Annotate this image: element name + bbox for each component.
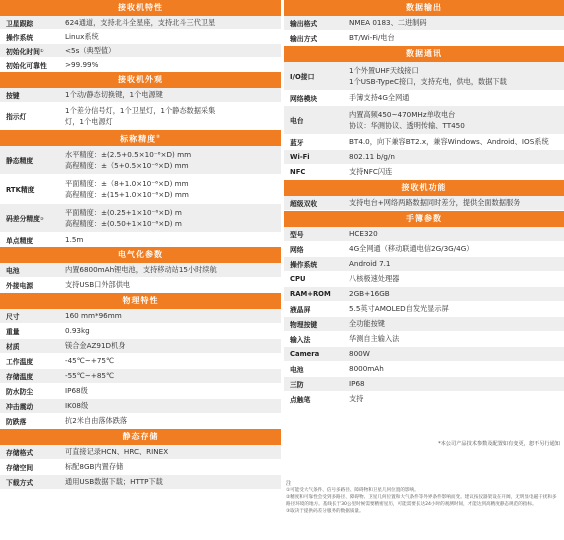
spec-value: [58, 88, 281, 102]
spec-value-line: 1个USB-TypeC接口，支持充电，供电，数据下载: [349, 77, 507, 86]
spec-value: [342, 242, 564, 256]
spec-value: [58, 58, 281, 71]
spec-row: [284, 16, 564, 31]
spec-key: 电台: [290, 117, 304, 125]
spec-row: [284, 227, 564, 242]
spec-key: 尺寸: [6, 313, 20, 321]
spec-value: [58, 460, 281, 474]
spec-value-line: 八核极速处理器: [349, 274, 400, 284]
spec-key: 下载方式: [6, 479, 34, 487]
footnote-label: 注: [286, 481, 292, 487]
spec-row: [284, 302, 564, 317]
spec-value-line: Android 7.1: [349, 259, 391, 269]
spec-value: [58, 324, 281, 338]
spec-key: 防跌落: [6, 418, 27, 426]
spec-row: [284, 362, 564, 377]
spec-key: RTK精度: [6, 186, 35, 194]
spec-row: [284, 287, 564, 302]
spec-row: [0, 414, 281, 429]
spec-row: [284, 332, 564, 347]
spec-key: I/O接口: [290, 73, 315, 81]
spec-row: [284, 377, 564, 392]
spec-value: [58, 354, 281, 368]
spec-key: Camera: [290, 350, 320, 358]
spec-value: [58, 339, 281, 353]
spec-value: [58, 103, 281, 129]
spec-value: [58, 146, 281, 174]
footnote-item: ①可能受大气条件、信号多路径、障碍物和卫星几何位置的影响。: [286, 488, 419, 493]
spec-row: [284, 135, 564, 150]
spec-value: [342, 196, 564, 210]
spec-row: [284, 106, 564, 135]
spec-value-line: 抗2米自由落体跌落: [65, 416, 128, 426]
section-header: 手簿参数: [284, 211, 564, 227]
footnote-item: ③取决于提供码差分服务的数据质量。: [286, 509, 364, 514]
spec-row: [0, 460, 281, 475]
spec-value-line: 协议：华测协议、透明传输、TT450: [349, 121, 465, 130]
spec-value-line: 灯，1个电源灯: [65, 117, 113, 126]
spec-row: [0, 58, 281, 72]
footnote-item: ②精度和可靠性会受到多路径、障碍物、卫星几何位置和大气条件等外界条件影响而变。建议按仪器架设在开阔，无明显电磁干扰和多路径环境的地方。基线长于30公里时候需要精密星历，可能需要长达24小时的观测时间，才能达到高精度静态规范的指标。: [286, 495, 557, 507]
footnote-marker: ③: [39, 215, 44, 221]
spec-value: [342, 317, 564, 331]
spec-row: [0, 445, 281, 460]
spec-value-line: Linux系统: [65, 31, 99, 41]
spec-row: [0, 44, 281, 58]
spec-row: [0, 263, 281, 278]
spec-value: [58, 445, 281, 459]
spec-value: [58, 263, 281, 277]
spec-row: [284, 196, 564, 211]
spec-key: 输出方式: [290, 35, 318, 43]
spec-value-line: 802.11 b/g/n: [349, 152, 395, 162]
spec-value-line: 800W: [349, 349, 370, 359]
spec-value: [58, 384, 281, 398]
spec-row: [0, 384, 281, 399]
section-header: 接收机功能: [284, 180, 564, 196]
spec-key: 卫星跟踪: [6, 19, 34, 28]
spec-value-line: >99.99%: [65, 59, 99, 69]
spec-key: NFC: [290, 168, 306, 176]
spec-key: 外接电源: [6, 282, 34, 290]
spec-value: [58, 16, 281, 29]
spec-row: [0, 16, 281, 30]
spec-row: [284, 347, 564, 362]
spec-key: 指示灯: [6, 113, 27, 121]
spec-key: 存储温度: [6, 373, 34, 381]
spec-value: [342, 62, 564, 90]
spec-value: [342, 165, 564, 179]
spec-key: 重量: [6, 328, 20, 336]
spec-value: [58, 233, 281, 246]
spec-value-line: HCE320: [349, 229, 378, 239]
spec-key: 存储格式: [6, 449, 34, 457]
spec-value: [342, 272, 564, 286]
section-header: 接收机特性: [0, 0, 281, 16]
disclaimer-note: *本公司产品技术参数及配置如有变更，恕不另行通知: [438, 441, 560, 447]
spec-value-line: 高程精度：±(0.50+1×10⁻⁶×D) m: [65, 219, 182, 228]
spec-value: [58, 309, 281, 323]
spec-value-line: 支持电台+网络两路数据同时差分，提供全面数据服务: [349, 198, 521, 208]
footnote-area: [284, 438, 564, 515]
spec-key: 操作系统: [6, 33, 34, 42]
spec-key: 材质: [6, 343, 20, 351]
spec-key: 网络模块: [290, 95, 318, 103]
spec-value-line: 支持USB口外部供电: [65, 280, 131, 290]
spec-key: 存储空间: [6, 464, 34, 472]
spec-value-line: BT/Wi-Fi/电台: [349, 33, 395, 43]
spec-key: CPU: [290, 275, 306, 283]
spec-key: 工作温度: [6, 358, 34, 366]
spec-value-line: 1个外置UHF天线接口: [349, 65, 419, 75]
spec-value-line: 624通道，支持北斗全星座，支持北斗三代卫星: [65, 17, 216, 27]
spec-row: [284, 150, 564, 165]
spec-value-line: 标配8GB内置存储: [65, 462, 124, 472]
section-header: 电气化参数: [0, 247, 281, 263]
spec-key: 按键: [6, 92, 20, 100]
spec-value-line: BT4.0，向下兼容BT2.x，兼容Windows、Android、IOS系统: [349, 137, 549, 147]
spec-value-line: 通用USB数据下载；HTTP下载: [65, 477, 163, 487]
spec-value: [342, 257, 564, 271]
spec-row: [284, 31, 564, 46]
spec-value-line: 支持: [349, 394, 364, 404]
spec-value-line: 1个动/静态切换键，1个电源键: [65, 90, 163, 100]
spec-row: [284, 272, 564, 287]
spec-value-line: 4G全网通（移动联通电信2G/3G/4G）: [349, 244, 474, 254]
spec-key: 电池: [290, 366, 304, 374]
spec-row: [0, 354, 281, 369]
spec-row: [0, 369, 281, 384]
spec-row: [284, 62, 564, 91]
spec-key: 防水防尘: [6, 388, 34, 396]
spec-value: [58, 204, 281, 232]
section-header: 静态存储: [0, 429, 281, 445]
spec-key: 蓝牙: [290, 139, 304, 147]
spec-value-line: 2GB+16GB: [349, 289, 390, 299]
spec-key: 电池: [6, 267, 20, 275]
spec-value-line: 内置6800mAh锂电池，支持移动站15小时续航: [65, 265, 217, 275]
spec-value: [342, 227, 564, 241]
spec-key: 静态精度: [6, 157, 34, 165]
spec-value: [342, 302, 564, 316]
spec-row: [0, 88, 281, 103]
spec-key: 操作系统: [290, 261, 318, 269]
spec-value-line: 5.5英寸AMOLED自发光显示屏: [349, 304, 449, 314]
spec-value-line: 1.5m: [65, 234, 84, 244]
spec-value-line: 水平精度：±(2.5+0.5×10⁻⁶×D) mm: [65, 149, 192, 159]
spec-value-line: 8000mAh: [349, 364, 384, 374]
spec-row: [284, 317, 564, 332]
spec-row: [0, 175, 281, 204]
spec-value-line: IP68: [349, 379, 365, 389]
spec-row: [284, 392, 564, 407]
section-header: 标称精度②: [0, 130, 281, 146]
spec-row: [0, 233, 281, 247]
spec-key: 初始化可靠性: [6, 61, 47, 70]
spec-value-line: 1个差分信号灯，1个卫星灯，1个静态数据采集: [65, 105, 216, 115]
spec-value: [58, 175, 281, 203]
spec-key: 超级双收: [290, 200, 318, 208]
spec-key: 液晶屏: [290, 306, 311, 314]
spec-value: [342, 287, 564, 301]
spec-value: [58, 414, 281, 428]
section-header: 数据输出: [284, 0, 564, 16]
spec-value: [342, 91, 564, 105]
spec-value-line: <5s（典型值）: [65, 45, 116, 55]
spec-value: [342, 332, 564, 346]
spec-value: [58, 30, 281, 43]
spec-value-line: 平面精度：±（8+1.0×10⁻⁶×D) mm: [65, 178, 189, 188]
spec-row: [0, 103, 281, 130]
section-header: 数据通讯: [284, 46, 564, 62]
spec-value: [342, 392, 564, 406]
spec-key: RAM+ROM: [290, 290, 331, 298]
spec-value-line: -45℃~+75℃: [65, 356, 115, 366]
spec-row: [0, 475, 281, 490]
spec-key: 物理按键: [290, 321, 318, 329]
spec-value: [58, 475, 281, 489]
spec-value: [342, 377, 564, 391]
spec-row: [0, 339, 281, 354]
spec-value: [342, 347, 564, 361]
spec-value-line: 高程精度：±（5+0.5×10⁻⁶×D) mm: [65, 161, 189, 170]
spec-key: 输出格式: [290, 20, 318, 28]
spec-row: [0, 278, 281, 293]
spec-row: [284, 165, 564, 180]
section-header: 物理特性: [0, 293, 281, 309]
spec-value: [342, 106, 564, 134]
spec-key: 初始化时间 ①: [6, 47, 44, 56]
spec-key: 输入法: [290, 336, 311, 344]
spec-row: [0, 146, 281, 175]
spec-value-line: 高程精度：±(15+1.0×10⁻⁶×D) mm: [65, 190, 189, 199]
spec-value-line: IP68级: [65, 386, 88, 396]
spec-key: 冲击震动: [6, 403, 34, 411]
spec-row: [0, 204, 281, 233]
spec-row: [0, 30, 281, 44]
spec-value-line: 手簿支持4G全网通: [349, 93, 410, 103]
spec-value-line: NMEA 0183、二进制码: [349, 18, 427, 28]
footnote-marker: ②: [156, 135, 161, 140]
left-spec-column: [0, 0, 281, 490]
spec-value-line: 160 mm*96mm: [65, 311, 122, 321]
spec-key: 单点精度: [6, 236, 34, 245]
spec-row: [284, 91, 564, 106]
spec-value-line: 可直接记录HCN、HRC、RINEX: [65, 447, 169, 457]
spec-row: [0, 309, 281, 324]
spec-key: 点触笔: [290, 396, 311, 404]
spec-value: [342, 135, 564, 149]
footnote-list: [284, 487, 564, 515]
spec-key: 网络: [290, 246, 304, 254]
spec-value: [342, 362, 564, 376]
spec-value: [58, 278, 281, 292]
spec-row: [0, 324, 281, 339]
spec-row: [0, 399, 281, 414]
right-spec-column: [284, 0, 564, 407]
spec-value-line: 内置高频450~470MHz单收电台: [349, 109, 456, 119]
spec-value: [58, 369, 281, 383]
spec-value: [58, 44, 281, 57]
spec-value: [342, 150, 564, 164]
spec-value: [342, 31, 564, 45]
spec-value-line: 支持NFC闪连: [349, 167, 393, 177]
spec-value-line: -55℃~+85℃: [65, 371, 115, 381]
spec-row: [284, 257, 564, 272]
spec-value-line: 平面精度：±(0.25+1×10⁻⁶×D) m: [65, 207, 182, 217]
spec-key: Wi-Fi: [290, 153, 310, 161]
spec-value-line: 华测自主输入法: [349, 334, 400, 344]
spec-value: [342, 16, 564, 30]
spec-value-line: 0.93kg: [65, 326, 90, 336]
spec-key: 三防: [290, 381, 304, 389]
spec-key: 码差分精度 ③: [6, 215, 44, 223]
section-header: 接收机外观: [0, 72, 281, 88]
footnote-marker: ①: [39, 48, 44, 53]
spec-key: 型号: [290, 231, 304, 239]
spec-value-line: IK08级: [65, 401, 89, 411]
spec-row: [284, 242, 564, 257]
spec-value: [58, 399, 281, 413]
spec-value-line: 全功能按键: [349, 319, 385, 329]
spec-value-line: 镁合金AZ91D机身: [65, 341, 126, 351]
